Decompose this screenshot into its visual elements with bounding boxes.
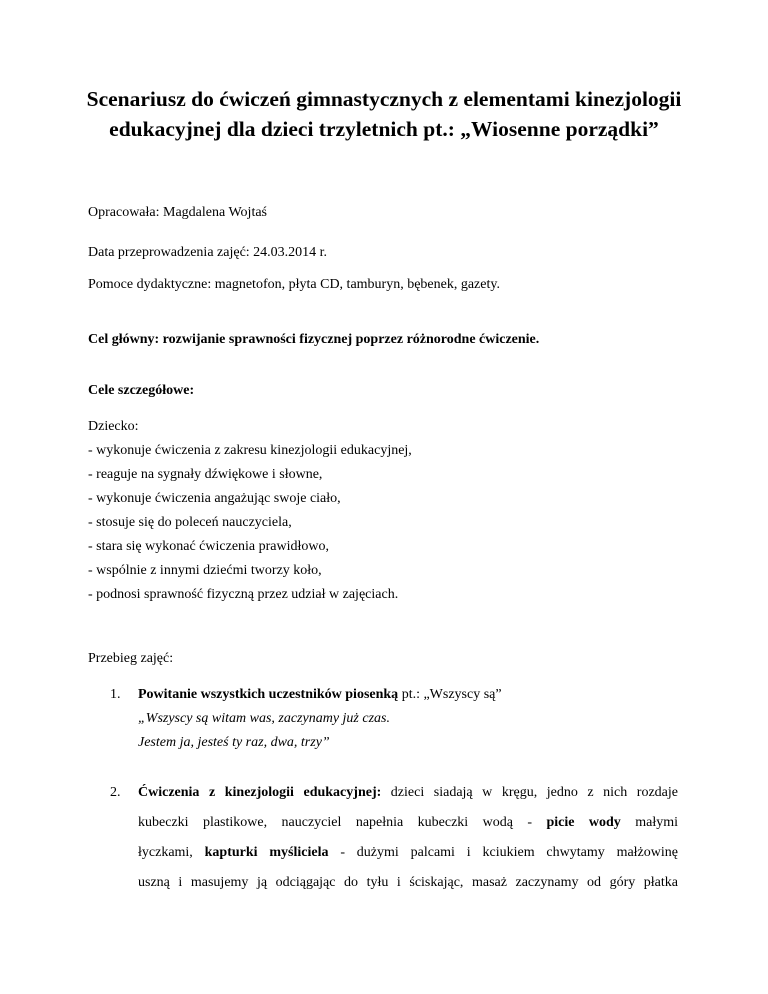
lyrics-line: „Wszyscy są witam was, zaczynamy już czas.: [138, 711, 390, 726]
step-line: [138, 814, 678, 832]
step-line: uszną i masujemy ją odciągając do tyłu i ściskając, masaż zaczynamy od góry płatka: [138, 875, 678, 890]
step-text: łyczkami,: [138, 845, 205, 860]
step-bold-text: Powitanie wszystkich uczestników piosenką: [138, 687, 399, 702]
goal-item: - wykonuje ćwiczenia z zakresu kinezjologii edukacyjnej,: [88, 443, 412, 458]
step-number: 2.: [110, 785, 121, 800]
goal-item: - reaguje na sygnały dźwiękowe i słowne,: [88, 467, 323, 482]
detailed-goals-heading: Cele szczegółowe:: [88, 383, 195, 398]
step-text: małymi: [620, 815, 678, 830]
author-line: Opracowała: Magdalena Wojtaś: [88, 205, 267, 220]
step-text: - dużymi palcami i kciukiem chwytamy małżowinę: [328, 845, 678, 860]
goal-item: - wykonuje ćwiczenia angażując swoje ciało,: [88, 491, 341, 506]
step-bold-text: picie wody: [546, 815, 621, 830]
step-bold-text: kapturki myśliciela: [204, 845, 329, 860]
goal-item: - podnosi sprawność fizyczną przez udział w zajęciach.: [88, 587, 399, 602]
title-line-1: Scenariusz do ćwiczeń gimnastycznych z elementami kinezjologii: [86, 87, 682, 111]
step-line: [138, 844, 678, 862]
step-text: dzieci siadają w kręgu, jedno z nich rozdaje: [381, 785, 678, 800]
step-text: kubeczki plastikowe, nauczyciel napełnia kubeczki wodą -: [138, 815, 547, 830]
step-line: [138, 784, 678, 802]
aids-line: Pomoce dydaktyczne: magnetofon, płyta CD, tamburyn, bębenek, gazety.: [88, 277, 500, 292]
course-heading: Przebieg zajęć:: [88, 651, 174, 666]
step-text: [138, 686, 502, 704]
goal-item: - stosuje się do poleceń nauczyciela,: [88, 515, 292, 530]
title-line-2: edukacyjnej dla dzieci trzyletnich pt.: „Wiosenne porządki”: [109, 117, 659, 141]
lyrics-line: Jestem ja, jesteś ty raz, dwa, trzy”: [138, 735, 330, 750]
step-rest-text: pt.: „Wszyscy są”: [398, 687, 502, 702]
step-number: 1.: [110, 687, 121, 702]
goal-item: - wspólnie z innymi dziećmi tworzy koło,: [88, 563, 322, 578]
child-label: Dziecko:: [88, 419, 139, 434]
step-bold-text: Ćwiczenia z kinezjologii edukacyjnej:: [138, 785, 382, 800]
date-line: Data przeprowadzenia zajęć: 24.03.2014 r.: [88, 245, 328, 260]
document-title: [60, 84, 708, 144]
goal-item: - stara się wykonać ćwiczenia prawidłowo,: [88, 539, 330, 554]
main-goal: Cel główny: rozwijanie sprawności fizycznej poprzez różnorodne ćwiczenie.: [88, 332, 540, 347]
